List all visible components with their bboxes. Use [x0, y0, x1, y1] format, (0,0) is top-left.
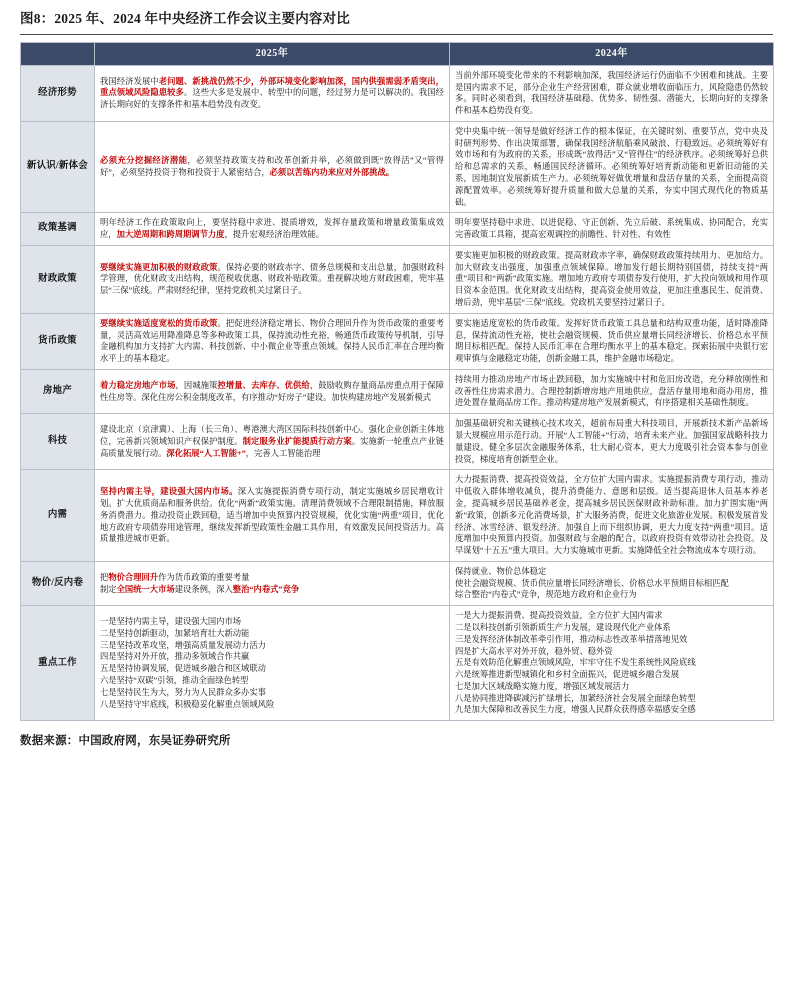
header-col-2024: 2024年	[450, 42, 774, 65]
table-row	[21, 213, 774, 246]
body-text: 六是统筹推进新型城镇化和乡村全面振兴，促进城乡融合发展	[455, 670, 680, 680]
body-text: ，提升宏观经济治理效能。	[224, 230, 325, 240]
row-label-4: 货币政策	[21, 313, 95, 369]
body-text: 五是有效防范化解重点领域风险，牢牢守住不发生系统性风险底线	[455, 658, 696, 668]
body-text: 一是坚持内需主导，建设强大国内市场	[100, 617, 242, 627]
row-label-0: 经济形势	[21, 65, 95, 121]
body-text: 明年要坚持稳中求进、以进促稳、守正创新、先立后破、系统集成、协同配合，充实完善政策工具箱，提高宏观调控的前瞻性、针对性、有效性	[455, 218, 768, 240]
body-text: 七是坚持民生为大，努力为人民群众多办实事	[100, 687, 266, 697]
body-text: 八是坚持守牢底线，积极稳妥化解重点领域风险	[100, 699, 275, 709]
body-text: 建设北京（京津冀）、上海（长三角）、粤港澳大湾区国际科技创新中心。强化企业创新主体地位，完善新兴领域知识产权保护制度。	[100, 425, 444, 446]
cell-2024	[450, 561, 774, 605]
cell-2025	[95, 470, 450, 561]
body-text: 明年经济工作在政策取向上，要坚持稳中求进、提质增效，发挥存量政策和增量政策集成效应，	[100, 218, 444, 240]
cell-2024	[450, 414, 774, 470]
body-text: 当前外部环境变化带来的不利影响加深，我国经济运行仍面临不少困难和挑战。主要是国内需求不足，部分企业生产经营困难，群众就业增收面临压力，风险隐患仍然较多。同时必须看到，我国经济基础稳、优势多、韧性强、潜能大，长期向好的支撑条件和基本趋势没有变。	[455, 70, 768, 116]
cell-2025	[95, 213, 450, 246]
page-title: 图8：2025 年、2024 年中央经济工作会议主要内容对比	[20, 11, 350, 26]
cell-2025	[95, 606, 450, 721]
body-text: 深入实施提振消费专项行动，制定实施城乡居民增收计划。扩大优质商品和服务供给。优化“两新”政策实施。清理消费领域不合理限制措施，释放服务消费潜力。推动投资止跌回稳，适当增加中央预算内投资规模，优化实施“两重”项目，优化地方政府专项债券用途管理，继续发挥新型政策性金融工具作用，有效激发民间投资活力。高质量推进城市更新。	[100, 487, 444, 544]
body-text: 。把促进经济稳定增长、物价合理回升作为货币政策的重要考量，灵活高效运用降准降息等多种政策工具，保持流动性充裕，畅通货币政策传导机制，引导金融机构加力支持扩大内需、科技创新、中小微企业等重点领域。保持人民币汇率在合理均衡水平上的基本稳定。	[100, 318, 444, 364]
title-divider	[20, 34, 773, 35]
body-text: 八是协同推进降碳减污扩绿增长，加紧经济社会发展全面绿色转型	[455, 693, 696, 703]
header-row	[21, 42, 774, 65]
table-row	[21, 414, 774, 470]
table-row	[21, 121, 774, 212]
table-row	[21, 369, 774, 413]
body-text: 制定	[100, 584, 117, 594]
body-text: 要实施适度宽松的货币政策。发挥好货币政策工具总量和结构双重功能，适时降准降息，保持流动性充裕，使社会融资规模、货币供应量增长同经济增长、价格总水平预期目标相匹配。保持人民币汇率在合理均衡水平上的基本稳定。探索拓展中央银行宏观审慎与金融稳定功能，创新金融工具，维护金融市场稳定。	[455, 318, 768, 364]
table-row	[21, 470, 774, 561]
cell-2024	[450, 65, 774, 121]
body-text: 三是发挥经济体制改革牵引作用，推动标志性改革举措落地见效	[455, 634, 688, 644]
cell-2025	[95, 245, 450, 313]
body-text: 加强基础研究和关键核心技术攻关，超前布局重大科技项目，开展新技术新产品新场景大规模应用示范行动。开展“人工智能+”行动，培育未来产业。加强国家战略科技力量建设。健全多层次金融服务体系，壮大耐心资本，更大力度吸引社会资本参与创业投资，梯度培育创新型企业。	[455, 419, 768, 464]
cell-2024	[450, 606, 774, 721]
cell-2025	[95, 369, 450, 413]
highlight-text: 整治“内卷式”竞争	[232, 584, 300, 594]
cell-2024	[450, 313, 774, 369]
comparison-table	[20, 42, 774, 722]
body-text: 五是坚持协调发展，促进城乡融合和区域联动	[100, 664, 266, 674]
table-row	[21, 606, 774, 721]
body-text: 作为货币政策的重要考量	[158, 572, 250, 582]
body-text: 四是坚持对外开放，推动多领域合作共赢	[100, 652, 250, 662]
cell-2024	[450, 245, 774, 313]
highlight-text: 加大逆周期和跨周期调节力度	[116, 230, 225, 240]
highlight-text: 制定服务业扩能提质行动方案	[242, 436, 352, 446]
highlight-text: 老问题、新挑战仍然不少，外部环境变化影响加深，国内供强需弱矛盾突出，重点领域风险隐患较多	[100, 76, 444, 98]
row-label-2: 政策基调	[21, 213, 95, 246]
row-label-6: 科技	[21, 414, 95, 470]
body-text: 。这些大多是发展中、转型中的问题，经过努力是可以解决的。我国经济长期向好的支撑条件和基本趋势没有改变。	[100, 88, 444, 110]
body-text: 我国经济发展中	[100, 76, 159, 86]
highlight-text: 全国统一大市场	[116, 584, 175, 594]
cell-2024	[450, 213, 774, 246]
cell-2024	[450, 470, 774, 561]
body-text: 持续用力推动房地产市场止跌回稳，加力实施城中村和危旧房改造，充分释放刚性和改善性住房需求潜力。合理控制新增房地产用地供应，盘活存量用地和商办用房，推进处置存量商品房工作。推动构建房地产发展新模式，有序搭建相关基础性制度。	[455, 374, 768, 408]
body-text: 一是大力提振消费、提高投资效益，全方位扩大国内需求	[455, 611, 663, 621]
body-text: 。实施新一轮重点产业链高质量发展行动。	[100, 436, 444, 458]
highlight-text: 必须以苦练内功来应对外部挑战。	[269, 168, 395, 178]
body-text: 要实施更加积极的财政政策。提高财政赤字率，确保财政政策持续用力、更加给力。加大财政支出强度，加强重点领域保障。增加发行超长期特别国债，持续支持“两重”项目和“两新”政策实施。增加地方政府专项债券发行使用，扩大投向领域和用作项目资本金范围。优化财政支出结构，提高资金使用效益，更加注重惠民生、促消费、增后劲，兜牢基层“三保”底线。党政机关要坚持过紧日子。	[455, 250, 768, 308]
body-text: 九是加大保障和改善民生力度，增强人民群众获得感幸福感安全感	[455, 705, 696, 715]
cell-2025	[95, 561, 450, 605]
body-text: 使社会融资规模、货币供应量增长同经济增长、价格总水平预期目标相匹配	[455, 578, 729, 588]
header-col-2025: 2025年	[95, 42, 450, 65]
body-text: 综合整治“内卷式”竞争，规范地方政府和企业行为	[455, 590, 637, 600]
cell-2025	[95, 313, 450, 369]
highlight-text: 深化拓展“人工智能+”	[166, 448, 246, 458]
cell-2025	[95, 414, 450, 470]
table-row	[21, 245, 774, 313]
body-text: 四是扩大高水平对外开放，稳外贸、稳外资	[455, 646, 613, 656]
table-body	[21, 65, 774, 721]
body-text: 二是以科技创新引领新质生产力发展，建设现代化产业体系	[455, 622, 671, 632]
body-text: ，因城施策	[175, 380, 218, 390]
highlight-text: 必须充分挖掘经济潜能	[100, 156, 188, 166]
body-text: ，鼓励收购存量商品房重点用于保障性住房等。深化住房公积金制度改革，有序推动“好房子”建设。加快构建房地产发展新模式	[100, 380, 444, 402]
cell-2025	[95, 65, 450, 121]
cell-2024	[450, 369, 774, 413]
table-header	[21, 42, 774, 65]
body-text: ，完善人工智能治理	[245, 448, 321, 458]
row-label-1: 新认识/新体会	[21, 121, 95, 212]
body-text: 七是加大区域战略实施力度，增强区域发展活力	[455, 681, 630, 691]
highlight-text: 要继续实施更加积极的财政政策	[100, 262, 218, 272]
row-label-9: 重点工作	[21, 606, 95, 721]
cell-2024	[450, 121, 774, 212]
row-label-5: 房地产	[21, 369, 95, 413]
highlight-text: 控增量、去库存、优供给	[217, 380, 310, 390]
body-text: 二是坚持创新驱动，加紧培育壮大新动能	[100, 628, 250, 638]
row-label-8: 物价/反内卷	[21, 561, 95, 605]
body-text: 六是坚持“双碳”引领，推动全面绿色转型	[100, 676, 249, 685]
body-text: ，必须坚持政策支持和改革创新并举，必须做到既“放得活”又“管得好”，必须坚持投资于物和投资于人紧密结合，	[100, 156, 444, 178]
cell-2025	[95, 121, 450, 212]
highlight-text: 坚持内需主导，建设强大国内市场。	[100, 487, 238, 497]
body-text: 建设条例，深入	[174, 584, 233, 594]
body-text: 把	[100, 572, 109, 582]
header-corner	[21, 42, 95, 65]
table-row	[21, 65, 774, 121]
row-label-3: 财政政策	[21, 245, 95, 313]
highlight-text: 物价合理回升	[108, 572, 159, 582]
row-label-7: 内需	[21, 470, 95, 561]
body-text: 。保持必要的财政赤字、债务总规模和支出总量，加强财政科学管理，优化财政支出结构，规范税收优惠、财政补贴政策。重视解决地方财政困难，兜牢基层“三保”底线。严肃财经纪律，坚持党政机关过紧日子。	[100, 262, 444, 296]
body-text: 保持就业、物价总体稳定	[455, 566, 547, 576]
highlight-text: 着力稳定房地产市场	[100, 380, 176, 390]
source-note: 数据来源：中国政府网，东吴证券研究所	[20, 735, 231, 748]
table-row	[21, 313, 774, 369]
body-text: 党中央集中统一领导是做好经济工作的根本保证，在关键时刻、重要节点，党中央及时研判形势、作出决策部署，确保我国经济航船乘风破浪、行稳致远。必须统筹好有效市场和有为政府的关系，形成既“放得活”又“管得住”的经济秩序。必须统筹好总供给和总需求的关系，畅通国民经济循环。必须统筹好培育新动能和更新旧动能的关系，因地制宜发展新质生产力。必须统筹好做优增量和盘活存量的关系，全面提高资源配置效率。必须统筹好提升质量和做大总量的关系，夯实中国式现代化的物质基础。	[455, 126, 768, 207]
body-text: 大力提振消费、提高投资效益，全方位扩大国内需求。实施提振消费专项行动，推动中低收入群体增收减负，提升消费能力、意愿和层级。适当提高退休人员基本养老金，提高城乡居民基础养老金，提高城乡居民医保财政补助标准。加力扩围实施“两新”政策，创新多元化消费场景，扩大服务消费，促进文化旅游业发展。积极发展首发经济、冰雪经济、银发经济。加强自上而下组织协调，更大力度支持“两重”项目。适度增加中央预算内投资。加强财政与金融的配合，以政府投资有效带动社会投资。及早谋划“十五五”重大项目。大力实施城市更新。实施降低全社会物流成本专项行动。	[455, 475, 768, 556]
table-row	[21, 561, 774, 605]
highlight-text: 要继续实施适度宽松的货币政策	[100, 318, 218, 328]
body-text: 三是坚持改革攻坚，增强高质量发展动力活力	[100, 640, 266, 650]
